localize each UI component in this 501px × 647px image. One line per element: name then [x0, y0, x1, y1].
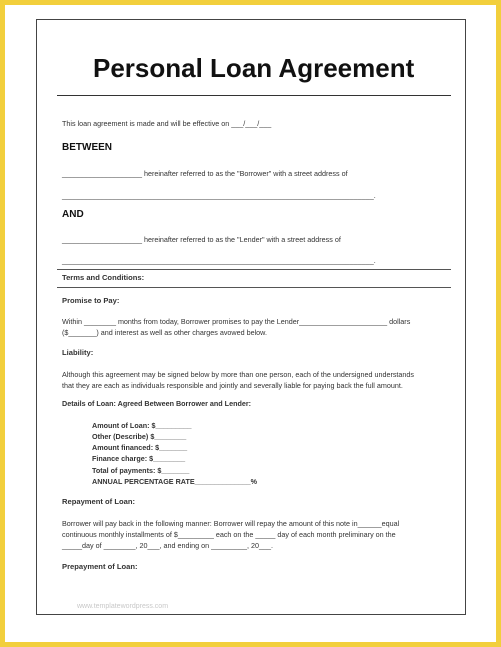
- between-heading: BETWEEN: [62, 142, 112, 153]
- section-divider-bottom: [57, 287, 451, 288]
- repayment-heading: Repayment of Loan:: [62, 497, 135, 506]
- promise-text-1: Within ________ months from today, Borrower promises to pay the Lender______________________ dollars: [62, 317, 411, 326]
- repayment-text-2: continuous monthly installments of $_________ each on the _____ day of each month preliminary on the: [62, 530, 396, 539]
- promise-text-2: ($_______) and interest as well as other charges avowed below.: [62, 328, 267, 337]
- liability-heading: Liability:: [62, 348, 94, 357]
- repayment-text-1: Borrower will pay back in the following manner: Borrower will repay the amount of this note in______equal: [62, 519, 400, 528]
- repayment-text-3: _____day of ________, 20___, and ending on _________, 20___.: [62, 541, 274, 550]
- promise-heading: Promise to Pay:: [62, 296, 120, 305]
- intro-text: This loan agreement is made and will be effective on ___/___/___: [62, 119, 272, 128]
- prepayment-heading: Prepayment of Loan:: [62, 562, 138, 571]
- document-title: Personal Loan Agreement: [93, 53, 415, 83]
- and-heading: AND: [62, 209, 84, 220]
- watermark-text: www.templatewordpress.com: [77, 603, 169, 610]
- borrower-line: ____________________ hereinafter referred to as the "Borrower" with a street address of: [62, 169, 348, 178]
- detail-apr: ANNUAL PERCENTAGE RATE______________%: [92, 477, 257, 486]
- detail-finance-charge: Finance charge: $________: [92, 454, 186, 463]
- lender-line: ____________________ hereinafter referred to as the "Lender" with a street address of: [62, 235, 341, 244]
- section-divider-top: [57, 269, 451, 270]
- borrower-address-line: ______________________________________________________________________________.: [62, 191, 376, 200]
- title-divider: [57, 95, 451, 96]
- liability-text-1: Although this agreement may be signed below by more than one person, each of the undersigned understands: [62, 370, 415, 379]
- document-border: [36, 19, 466, 615]
- detail-amount-financed: Amount financed: $_______: [92, 443, 188, 452]
- lender-address-line: ______________________________________________________________________________.: [62, 256, 376, 265]
- terms-heading: Terms and Conditions:: [62, 273, 145, 282]
- detail-other: Other (Describe) $________: [92, 432, 187, 441]
- document-page: [5, 5, 496, 642]
- detail-total-payments: Total of payments: $_______: [92, 466, 190, 475]
- details-heading: Details of Loan: Agreed Between Borrower and Lender:: [62, 399, 252, 408]
- detail-amount-of-loan: Amount of Loan: $_________: [92, 421, 192, 430]
- liability-text-2: that they are each as individuals responsible and jointly and severally liable for paying back the full amount.: [62, 381, 403, 390]
